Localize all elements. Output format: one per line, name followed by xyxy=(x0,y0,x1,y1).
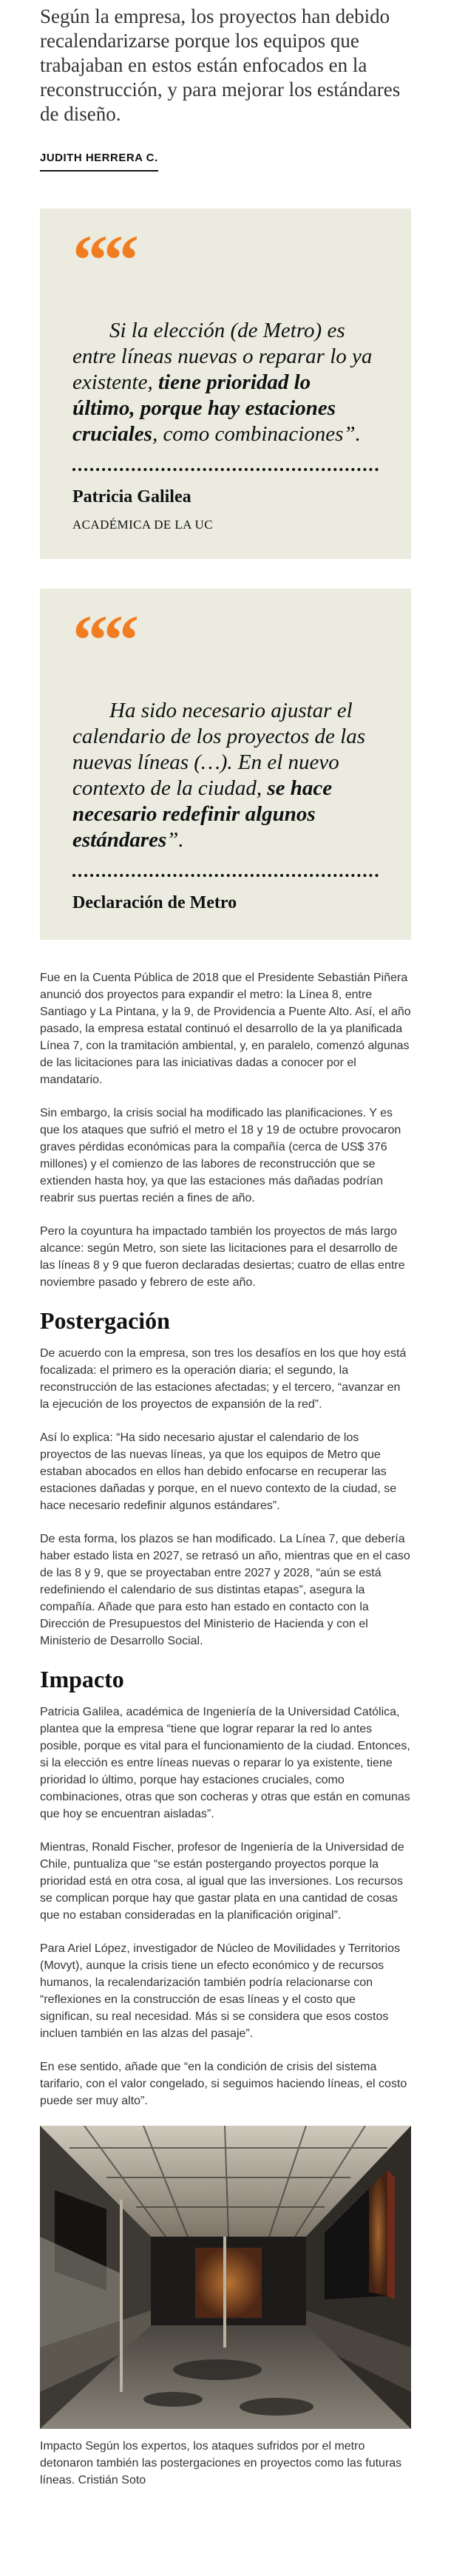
quote-author: Patricia Galilea xyxy=(72,487,191,506)
article-lead: Según la empresa, los proyectos han debido recalendarizarse porque los equipos que trabajaban en estos están enfocados en la reconstrucción, y para mejorar los estándares de diseño. xyxy=(40,5,401,125)
body-paragraph: De esta forma, los plazos se han modificado. La Línea 7, que debería haber estado lista en 2027, se retrasó un año, mientras que en el caso de las 8 y 9, que se proyectaban entre 2027 y 2028, “aún se está redefiniendo el calendario de sus distintas etapas”, asegura la compañía. Añade que para esto han estado en contacto con la Dirección de Presupuestos del Ministerio de Hacienda y con el Ministerio de Desarrollo Social. xyxy=(40,1533,410,1647)
quote-marks-icon: ““ xyxy=(72,600,135,679)
body-paragraph: Pero la coyuntura ha impactado también los proyectos de más largo alcance: según Metro, son siete las licitaciones para el desarrollo de las líneas 8 y 9 que fueron declaradas desiertas; cuatro de ellas entre noviembre pasado y febrero de este año. xyxy=(40,1225,405,1289)
pull-quote-metro xyxy=(40,589,411,940)
dotted-divider xyxy=(72,874,379,877)
section-heading: Impacto xyxy=(40,1666,124,1692)
quote-author-role: ACADÉMICA DE LA UC xyxy=(72,518,213,532)
quote-marks-icon: ““ xyxy=(72,220,135,299)
article xyxy=(0,0,451,209)
body-paragraph: Así lo explica: “Ha sido necesario ajustar el calendario de los proyectos de las nuevas líneas, ya que los equipos de Metro que estaban abocados en ellos han debido enfocarse en recuperar las estaciones dañadas y porque, en el nuevo contexto de la ciudad, se hace necesario redefinir algunos estándares”. xyxy=(40,1431,397,1512)
pull-quote-text: Si la elección (de Metro) es entre líneas nuevas o reparar lo ya existente, tiene prioridad lo último, porque hay estaciones cruciales, como combinaciones”. xyxy=(72,319,373,446)
dotted-divider xyxy=(72,468,379,471)
body-paragraph: En ese sentido, añade que “en la condición de crisis del sistema tarifario, con el valor congelado, si seguimos haciendo líneas, el costo puede ser muy alto”. xyxy=(40,2061,407,2107)
article-body xyxy=(0,969,451,2504)
pull-quote-galilea xyxy=(40,209,411,559)
body-paragraph: Sin embargo, la crisis social ha modificado las planificaciones. Y es que los ataques que sufrió el metro el 18 y 19 de octubre provocaron graves pérdidas económicas para la compañía (cerca de US$ 376 millones) y el comienzo de las labores de reconstrucción que se extienden hasta hoy, ya que las estaciones más dañadas podrían reabrir sus puertas recién a fines de año. xyxy=(40,1107,401,1204)
body-paragraph: Patricia Galilea, académica de Ingeniería de la Universidad Católica, plantea que la empresa “tiene que lograr reparar la red lo antes posible, porque es vital para el funcionamiento de la ciudad. Entonces, si la elección es entre líneas nuevas o reparar lo ya existente, tiene prioridad lo último, porque hay estaciones cruciales, como combinaciones, otras que son cocheras y otras que están en comunas que hoy se encuentran aisladas”. xyxy=(40,1706,410,1820)
photo-caption: Impacto Según los expertos, los ataques sufridos por el metro detonaron también las postergaciones en proyectos como las futuras líneas. Cristián Soto xyxy=(40,2440,402,2487)
body-paragraph: Fue en la Cuenta Pública de 2018 que el Presidente Sebastián Piñera anunció dos proyectos para expandir el metro: la Línea 8, entre Santiago y La Pintana, y la 9, de Providencia a Puente Alto. Así, el año pasado, la empresa estatal continuó el desarrollo de la ya planificada Línea 7, con la tramitación ambiental, y, en paralelo, comenzó algunas de las licitaciones para las iniciativas dadas a conocer por el mandatario. xyxy=(40,972,411,1086)
body-paragraph: Para Ariel López, investigador de Núcleo de Movilidades y Territorios (Movyt), aunque la crisis tiene un efecto económico y de recursos humanos, la recalendarización también podría relacionarse con “reflexiones en la construcción de esas líneas y el costo que significan, su real necesidad. Más si se considera que esos costos incluen también en las alzas del pasaje”. xyxy=(40,1942,401,2040)
body-paragraph: De acuerdo con la empresa, son tres los desafíos en los que hoy está focalizada: el primero es la operación diaria; el segundo, la reconstrucción de las estaciones afectadas; y el tercero, “avanzar en la ejecución de los proyectos de expansión de la red”. xyxy=(40,1347,407,1411)
section-heading: Postergación xyxy=(40,1307,170,1334)
burned-metro-car-photo xyxy=(40,2126,411,2429)
quote-author: Declaración de Metro xyxy=(72,893,237,912)
photo-illustration xyxy=(40,2126,411,2429)
byline: JUDITH HERRERA C. xyxy=(40,152,158,172)
pull-quote-text: Ha sido necesario ajustar el calendario de los proyectos de las nuevas líneas (…). En el nuevo contexto de la ciudad, se hace necesario redefinir algunos estándares”. xyxy=(72,699,365,852)
body-paragraph: Mientras, Ronald Fischer, profesor de Ingeniería de la Universidad de Chile, puntualiza que “se están postergando proyectos porque la prioridad está en otra cosa, al igual que las inversiones. Los recursos se complican porque hay que gastar plata en una cantidad de cosas que no estaban consideradas en la planificación original”. xyxy=(40,1841,404,1922)
